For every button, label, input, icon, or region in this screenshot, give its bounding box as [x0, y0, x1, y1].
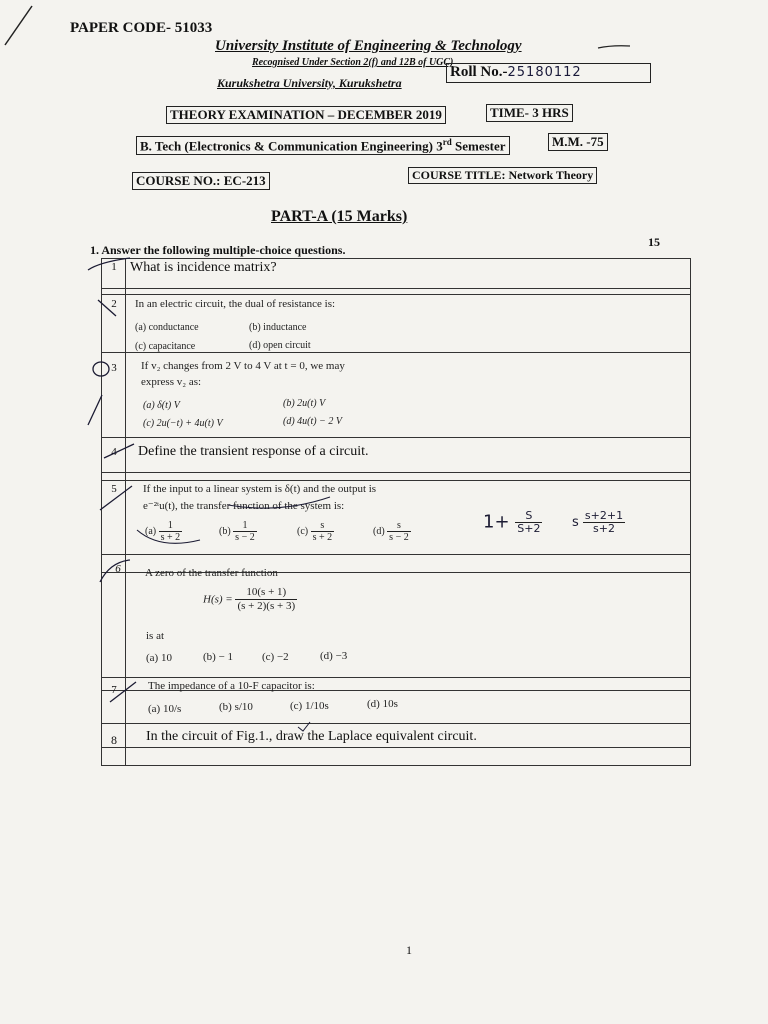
option: (c) 2u(−t) + 4u(t) V	[143, 418, 223, 429]
pen-stroke	[598, 46, 630, 48]
paper-code: PAPER CODE- 51033	[70, 20, 213, 36]
formula-lhs: H(s) =	[203, 593, 233, 606]
question-number: 4	[111, 446, 117, 458]
exam-title: THEORY EXAMINATION – DECEMBER 2019	[166, 106, 446, 124]
tick-mark	[298, 722, 310, 731]
question-number: 8	[111, 733, 117, 747]
question-number: 7	[111, 684, 117, 696]
fraction-denominator: s − 2	[389, 532, 409, 543]
hand-denominator: s+2	[593, 522, 615, 535]
fraction-numerator: 1	[233, 520, 257, 532]
roll-number-handwritten: 25180112	[507, 65, 582, 80]
fraction-numerator: s	[387, 520, 411, 532]
option: (b) inductance	[249, 322, 307, 333]
exam-time: TIME- 3 HRS	[486, 104, 573, 122]
question-number: 2	[111, 298, 117, 310]
option-label: (d)	[373, 525, 385, 537]
option: (c) 1/10s	[290, 700, 329, 712]
pen-stroke	[5, 6, 32, 45]
hand-prefix: s	[572, 515, 579, 530]
formula-numerator: 10(s + 1)	[235, 586, 297, 600]
option: (a) 10	[146, 652, 172, 664]
part-heading: PART-A (15 Marks)	[271, 208, 408, 225]
course-number: COURSE NO.: EC-213	[132, 172, 270, 190]
part-marks: 15	[648, 235, 660, 249]
option-label: (a)	[145, 525, 157, 537]
question-text-cont: is at	[146, 630, 165, 642]
hand-numerator: S	[515, 510, 542, 523]
question-text: In an electric circuit, the dual of resistance is:	[135, 298, 336, 310]
option: (c) capacitance	[135, 341, 196, 352]
fraction-denominator: s + 2	[312, 532, 333, 543]
question-number: 3	[111, 362, 117, 374]
programme-tail: Semester	[451, 138, 506, 154]
option: (a) δ(t) V	[143, 400, 180, 411]
question-text: A zero of the transfer function	[145, 567, 278, 579]
question-text-cont: e⁻²ᵗu(t), the transfer function of the system is:	[143, 500, 345, 512]
formula-denominator: (s + 2)(s + 3)	[237, 600, 296, 612]
option: (b) 2u(t) V	[283, 398, 326, 409]
question-text: In the circuit of Fig.1., draw the Laplace equivalent circuit.	[146, 729, 477, 744]
hand-text: 1+	[483, 511, 510, 533]
option: (b) s/10	[219, 701, 253, 713]
tick-mark	[88, 395, 102, 425]
hand-denominator: S+2	[517, 522, 541, 535]
question-text: If v₂ changes from 2 V to 4 V at t = 0, we may	[141, 360, 345, 372]
question-text: If the input to a linear system is δ(t) and the output is	[143, 483, 377, 495]
tick-mark	[88, 258, 130, 270]
fraction-numerator: 1	[159, 520, 183, 532]
fraction-numerator: s	[311, 520, 335, 532]
option: (d) open circuit	[249, 340, 311, 351]
option: (d) −3	[320, 650, 348, 662]
circle-mark	[137, 530, 200, 543]
fraction-denominator: s − 2	[235, 532, 255, 543]
max-marks: M.M. -75	[548, 133, 608, 151]
roll-label: Roll No.-	[450, 64, 508, 80]
course-title-label: COURSE TITLE:	[412, 168, 506, 182]
tick-mark	[98, 300, 116, 316]
option: (c) −2	[262, 651, 289, 663]
option-label: (c)	[297, 525, 309, 537]
tick-mark	[110, 682, 136, 702]
fraction-denominator: s + 2	[160, 532, 181, 543]
programme-sup: rd	[442, 137, 452, 147]
instruction: 1. Answer the following multiple-choice questions.	[90, 243, 346, 257]
option-label: (b)	[219, 525, 231, 537]
option: (a) conductance	[135, 322, 199, 333]
circled-number	[93, 362, 109, 376]
question-number: 1	[111, 261, 117, 273]
option: (a) 10/s	[148, 703, 182, 715]
question-text: The impedance of a 10-F capacitor is:	[148, 680, 315, 692]
page-number: 1	[406, 943, 412, 957]
question-text: Define the transient response of a circuit.	[138, 444, 369, 459]
question-number: 6	[115, 563, 121, 575]
question-number: 5	[111, 483, 117, 495]
underline-mark	[228, 497, 330, 508]
programme-text: B. Tech (Electronics & Communication Engineering) 3	[140, 138, 443, 154]
tick-mark	[104, 444, 134, 458]
tick-mark	[100, 486, 132, 510]
university-title: University Institute of Engineering & Technology	[215, 38, 522, 54]
course-title-value: Network Theory	[505, 168, 594, 182]
question-text: What is incidence matrix?	[130, 260, 277, 275]
option: (d) 10s	[367, 698, 398, 710]
university-location: Kurukshetra University, Kurukshetra	[217, 76, 402, 90]
question-text-cont: express v₂ as:	[141, 376, 202, 388]
hand-numerator: s+2+1	[584, 509, 624, 522]
option: (b) − 1	[203, 651, 234, 663]
tick-mark	[100, 560, 130, 582]
recognition-note: Recognised Under Section 2(f) and 12B of UGC)	[252, 57, 454, 68]
option: (d) 4u(t) − 2 V	[283, 416, 342, 427]
